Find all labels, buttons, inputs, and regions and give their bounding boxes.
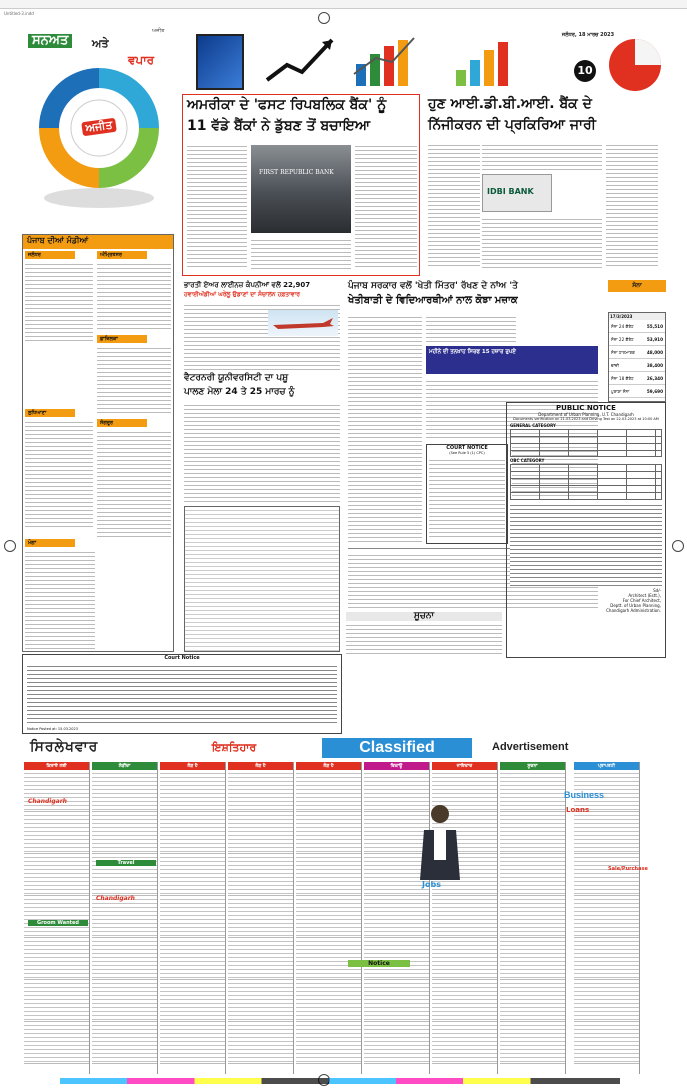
classified-ad	[160, 896, 225, 938]
classified-ad	[500, 896, 565, 938]
court-notice	[22, 654, 342, 734]
notice-box	[346, 612, 502, 658]
gold-rate-label: ਸੋਨਾ 24 ਕੈਰੇਟ	[611, 323, 634, 329]
classified-ad	[228, 896, 293, 938]
public-notice-line: Documents verification on 21.03.2023 and Driving Test on 22.03.2023 at 10:00 AM	[513, 417, 659, 422]
classified-ad	[574, 896, 639, 938]
university-headline-1: ਵੈਟਰਨਰੀ ਯੂਨੀਵਰਸਿਟੀ ਦਾ ਪਸ਼ੂ	[184, 373, 289, 383]
classified-ad	[228, 854, 293, 896]
classified-ad	[296, 1022, 361, 1064]
classified-ad	[92, 896, 157, 938]
classified-ad	[296, 938, 361, 980]
idbi-headline-1: ਹੁਣ ਆਈ.ਡੀ.ਬੀ.ਆਈ. ਬੈਂਕ ਦੇ	[428, 96, 592, 112]
gold-rate-value: 53,910	[646, 336, 663, 342]
masthead-logo: ਅਜੀਤ	[81, 118, 117, 136]
mandi-block	[97, 251, 171, 331]
classified-ad	[364, 896, 429, 938]
idbi-logo-text: IDBI BANK	[487, 187, 534, 196]
masthead-word-1: ਸਨਅਤ	[28, 34, 72, 48]
classified-ad	[228, 812, 293, 854]
growth-chart-icon	[450, 34, 530, 90]
court-notice-2-body	[429, 457, 505, 537]
mandi-market-name: ਜਲੰਧਰ	[25, 251, 75, 259]
print-slug-text: Untitled-3.indd	[4, 11, 34, 16]
mandi-market-name: ਫ਼ਾਜ਼ਿਲਕਾ	[97, 335, 147, 343]
gold-rate-label: ਪੁਰਾਣਾ ਸੋਨਾ	[611, 388, 630, 394]
mandi-market-body	[97, 261, 171, 331]
classified-ad	[228, 1022, 293, 1064]
public-notice-gen: GENERAL CATEGORY	[510, 423, 556, 429]
public-notice-obc: OBC CATEGORY	[510, 458, 545, 464]
classified-ad	[296, 770, 361, 812]
mandi-market-body	[25, 549, 95, 649]
groom-wanted-tag: Groom Wanted	[28, 920, 88, 926]
punjab-body-1	[348, 314, 422, 544]
classified-ad	[92, 980, 157, 1022]
classified-ad	[574, 854, 639, 896]
classified-ad	[228, 770, 293, 812]
obc-category-grid	[510, 464, 662, 500]
classified-column-head: ਕਿਰਾਏ ਲਈ	[24, 762, 89, 770]
classified-column-head: ਜਾਇਦਾਦ	[432, 762, 497, 770]
masthead-word-2: ਅਤੇ	[92, 37, 109, 50]
classified-ad	[92, 770, 157, 812]
classified-ad	[296, 896, 361, 938]
classified-column	[228, 762, 294, 1074]
classified-ad	[432, 1022, 497, 1064]
punjab-headline-2: ਖੇਤੀਬਾੜੀ ਦੇ ਵਿਦਿਆਰਥੀਆਂ ਨਾਲ ਕੋਝਾ ਮਜ਼ਾਕ	[348, 295, 518, 306]
brand-tag-1: Chandigarh	[28, 798, 67, 805]
idbi-body-col-4	[606, 142, 658, 268]
registration-mark-right	[672, 540, 684, 552]
court-notice-footer: Notice Posted at: 15.03.2023	[27, 727, 78, 731]
classified-ad	[160, 812, 225, 854]
classified-column	[92, 762, 158, 1074]
classified-column-head: ਲੋੜੀਂਦਾ	[92, 762, 157, 770]
gold-rate-value: 26,340	[646, 375, 663, 381]
university-headline-2: ਪਾਲਣ ਮੇਲਾ 24 ਤੇ 25 ਮਾਰਚ ਨੂੰ	[184, 387, 295, 397]
classified-ad	[432, 938, 497, 980]
jobs-tag: Jobs	[422, 880, 441, 889]
gold-header	[608, 280, 666, 310]
idbi-story	[424, 94, 662, 276]
page-number: 10	[574, 60, 596, 82]
lead-body-col-1	[187, 143, 247, 269]
classified-ad	[24, 812, 89, 854]
gold-rate-label: ਚਾਂਦੀ	[611, 362, 620, 368]
classified-ad	[364, 980, 429, 1022]
mandi-market-name: ਸੰਗਰੂਰ	[97, 419, 147, 427]
idbi-body-col-1	[428, 142, 480, 268]
classified-ad	[500, 812, 565, 854]
classified-ad	[432, 896, 497, 938]
notice-title: ਸੂਚਨਾ	[346, 612, 502, 621]
small-ad-block	[184, 506, 340, 652]
jobs-figure-graphic	[410, 800, 470, 890]
gold-table	[608, 312, 666, 402]
classified-column-head: ਲੋੜ ਹੈ	[160, 762, 225, 770]
classified-column-head: ਪ੍ਰਾਪਰਟੀ	[574, 762, 639, 770]
masthead-word-3: ਵਪਾਰ	[128, 53, 155, 67]
mandi-market-body	[25, 261, 93, 341]
gold-rate-label: ਸੋਨਾ 22 ਕੈਰੇਟ	[611, 336, 634, 342]
classified-title-en2: Advertisement	[492, 741, 569, 753]
court-notice-body	[27, 663, 337, 725]
signature-line-1: Sd/-	[653, 588, 661, 594]
mandi-market-name: ਲੁਧਿਆਣਾ	[25, 409, 75, 417]
lead-photo	[251, 145, 351, 233]
classified-ad	[160, 770, 225, 812]
classified-ad	[160, 938, 225, 980]
classified-title-pb: ਸਿਰਲੇਖਵਾਰ	[30, 739, 99, 755]
travel-tag: Travel	[96, 860, 156, 866]
classified-ad	[92, 938, 157, 980]
tablet-graphic	[196, 34, 244, 90]
color-bar	[60, 1078, 620, 1084]
gold-rate-label: ਸੋਨਾ 18 ਕੈਰੇਟ	[611, 375, 634, 381]
mandi-block	[25, 539, 95, 649]
mandi-section	[22, 234, 174, 652]
classified-column-head: ਲੋੜ ਹੈ	[296, 762, 361, 770]
gold-rate-row	[609, 385, 665, 398]
gold-rate-row	[609, 359, 665, 372]
airline-headline-2: ਹਵਾਈਅੱਡੀਆਂ ਘਰੇਲੂ ਉਡਾਣਾਂ ਦਾ ਸੰਚਾਲਨ ਹਫ਼ਤਾਵਾਰ	[184, 291, 300, 298]
gold-rate-value: 48,000	[646, 349, 663, 355]
signature-line-3: For Chief Architect,	[622, 598, 661, 604]
public-notice-title: PUBLIC NOTICE	[556, 404, 616, 412]
classified-ad	[574, 980, 639, 1022]
classified-title-en: Classified	[322, 738, 472, 758]
masthead-ring-graphic	[24, 48, 174, 228]
classified-ad	[160, 1022, 225, 1064]
airplane-icon	[268, 310, 338, 336]
punjab-headline-1: ਪੰਜਾਬ ਸਰਕਾਰ ਵਲੋਂ 'ਖੇਤੀ ਮਿੱਤਰ' ਰੱਖਣ ਦੇ ਨਾਂਅ 'ਤੇ	[348, 281, 518, 291]
paper-name: ਅਜੀਤ	[152, 28, 165, 34]
gold-rate-row	[609, 333, 665, 346]
classified-ad	[24, 854, 89, 896]
signature-line-4: Deptt. of Urban Planning,	[610, 603, 661, 609]
mandi-market-body	[97, 345, 171, 415]
lead-story	[182, 94, 420, 276]
mandi-block	[97, 419, 171, 539]
mandi-market-name: ਮੋਗਾ	[25, 539, 75, 547]
mandi-block	[25, 251, 93, 341]
classified-header	[22, 738, 666, 758]
gold-rate-value: 38,400	[646, 362, 663, 368]
classified-ad	[24, 770, 89, 812]
classified-ad	[228, 980, 293, 1022]
mandi-market-body	[25, 419, 93, 529]
gold-rate-row	[609, 320, 665, 333]
classified-ad	[24, 896, 89, 938]
business-tag: Business	[564, 790, 605, 800]
classified-column-head: ਵਿਕਾਊ	[364, 762, 429, 770]
classified-ad	[500, 938, 565, 980]
classified-ad	[92, 1022, 157, 1064]
lead-body-col-3	[251, 237, 351, 269]
university-body	[184, 402, 340, 502]
mandi-title: ਪੰਜਾਬ ਦੀਆਂ ਮੰਡੀਆਂ	[23, 235, 173, 249]
classified-ad	[574, 938, 639, 980]
classified-column	[296, 762, 362, 1074]
classified-ad	[500, 770, 565, 812]
lead-photo-sign: FIRST REPUBLIC BANK	[259, 169, 334, 176]
signature-line-5: Chandigarh Administration.	[606, 608, 661, 614]
idbi-body-col-2	[482, 142, 602, 172]
gold-rate-label: ਸੋਨਾ ਹਾਲਮਾਰਕ	[611, 349, 635, 355]
issue-date: ਜਲੰਧਰ, 18 ਮਾਰਚ 2023	[562, 32, 615, 38]
classified-ad	[160, 980, 225, 1022]
airline-story	[182, 280, 342, 372]
court-notice-2-sub: (See Rule 5 (1) CPC)	[449, 451, 485, 455]
registration-mark-top	[318, 12, 330, 24]
gold-rate-row	[609, 346, 665, 359]
gold-date: 17/3/2023	[609, 313, 665, 320]
classified-ad	[574, 1022, 639, 1064]
airline-photo	[268, 310, 338, 336]
lead-headline-2: 11 ਵੱਡੇ ਬੈਂਕਾਂ ਨੇ ਡੁੱਬਣ ਤੋਂ ਬਚਾਇਆ	[187, 118, 371, 134]
loans-tag: Loans	[566, 806, 590, 814]
classified-ad	[296, 980, 361, 1022]
court-notice-2-title: COURT NOTICE	[446, 445, 488, 451]
classified-ad	[228, 938, 293, 980]
lead-headline-1: ਅਮਰੀਕਾ ਦੇ 'ਫਸਟ ਰਿਪਬਲਿਕ ਬੈਂਕ' ਨੂੰ	[187, 97, 387, 113]
classified-ad	[500, 1022, 565, 1064]
university-story	[182, 374, 342, 652]
public-notice-signature	[507, 588, 665, 613]
court-notice-title: Court Notice	[164, 655, 200, 661]
gold-rate-value: 55,510	[646, 323, 663, 329]
classified-column-head: ਲੋੜ ਹੈ	[228, 762, 293, 770]
classified-title-pb2: ਇਸ਼ਤਿਹਾਰ	[212, 741, 257, 754]
sale-tag: Sale/Purchase	[608, 866, 648, 872]
idbi-headline-2: ਨਿੱਜੀਕਰਨ ਦੀ ਪ੍ਰਕਿਰਿਆ ਜਾਰੀ	[428, 117, 596, 133]
classified-ad	[296, 854, 361, 896]
court-notice-2	[426, 444, 508, 544]
classified-ad	[500, 854, 565, 896]
airline-headline-1: ਭਾਰਤੀ ਏਅਰ ਲਾਈਨਜ਼ ਕੰਪਨੀਆਂ ਵਲੋਂ 22,907	[184, 281, 311, 289]
brand-tag-2: Chandigarh	[96, 895, 135, 902]
mandi-block	[25, 409, 93, 529]
punjab-quote-text: ਮਹੀਨੇ ਦੀ ਤਨਖ਼ਾਹ ਸਿਰਫ 15 ਹਜ਼ਾਰ ਰੁਪਏ	[429, 349, 516, 355]
classified-ad	[24, 980, 89, 1022]
classified-column	[500, 762, 566, 1074]
classified-ad	[500, 980, 565, 1022]
mandi-block	[97, 335, 171, 415]
public-notice	[506, 402, 666, 658]
public-notice-dept: Department of Urban Planning, U.T. Chandigarh	[538, 412, 634, 418]
registration-mark-left	[4, 540, 16, 552]
classified-ad	[364, 1022, 429, 1064]
gold-rate-value: 59,690	[646, 388, 663, 394]
mandi-market-name: ਅੰਮ੍ਰਿਤਸਰ	[97, 251, 147, 259]
arrow-chart-icon	[262, 30, 342, 90]
classified-ad	[364, 938, 429, 980]
lead-body-col-2	[355, 143, 417, 269]
classified-column	[24, 762, 90, 1074]
classified-column	[160, 762, 226, 1074]
gold-rate-row	[609, 372, 665, 385]
bar-chart-icon	[348, 34, 428, 90]
classified-ad	[296, 812, 361, 854]
punjab-pullquote	[426, 346, 598, 374]
classified-ad	[92, 812, 157, 854]
punjab-body-2	[426, 314, 516, 344]
classified-ad	[160, 854, 225, 896]
signature-line-2: Architect (Estt.),	[628, 593, 661, 599]
classified-ad	[24, 938, 89, 980]
gold-label: ਸੋਨਾ	[608, 280, 666, 292]
pie-chart-icon	[606, 36, 664, 94]
idbi-body-col-3	[482, 216, 602, 268]
classified-ad	[24, 1022, 89, 1064]
idbi-logo-photo	[482, 174, 552, 212]
public-notice-body	[510, 502, 662, 586]
classified-ad	[574, 812, 639, 854]
classified-ad	[432, 980, 497, 1022]
classified-column-head: ਸੂਚਨਾ	[500, 762, 565, 770]
general-category-grid	[510, 429, 662, 457]
notice-tag: Notice	[348, 960, 410, 967]
notice-body	[346, 622, 502, 656]
print-slug	[0, 0, 687, 16]
mandi-market-body	[97, 429, 171, 539]
